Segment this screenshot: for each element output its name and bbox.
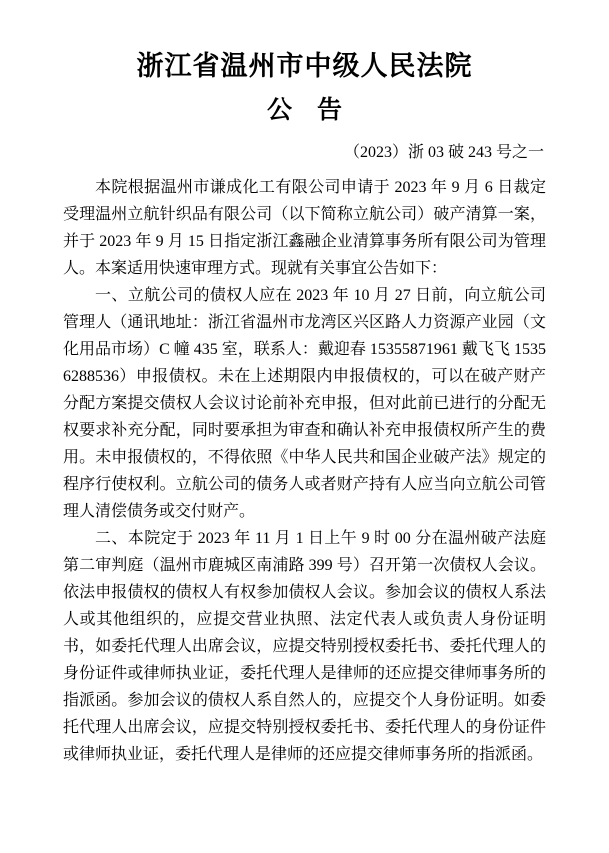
announcement-body [63,174,546,768]
body-paragraph-intro: 本院根据温州市谦成化工有限公司申请于 2023 年 9 月 6 日裁定受理温州立航针织品有限公司（以下简称立航公司）破产清算一案，并于 2023 年 9 月 15 日指定浙江鑫融企业清算事务所有限公司为管理人。本案适用快速审理方式。现就有关事宜公告如下： [63,179,546,278]
body-paragraph-claims-declaration: 一、立航公司的债权人应在 2023 年 10 月 27 日前，向立航公司管理人（通讯地址：浙江省温州市龙湾区兴区路人力资源产业园（文化用品市场）C 幢 435 室，联系人：戴迎春 15355871961 戴飞飞 15356288536）申报债权。未在上述期限内申报债权的，可以在破产财产分配方案提交债权人会议讨论前补充申报，但对此前已进行的分配无权要求补充分配，同时要承担为审查和确认补充申报债权所产生的费用。未申报债权的，不得依照《中华人民共和国企业破产法》规定的程序行使权利。立航公司的债务人或者财产持有人应当向立航公司管理人清偿债务或交付财产。 [63,287,546,521]
court-name-heading: 浙江省温州市中级人民法院 [136,51,473,81]
notice-title-heading: 公 告 [266,97,342,125]
case-number: （2023）浙 03 破 243 号之一 [343,144,544,162]
body-paragraph-creditors-meeting: 二、本院定于 2023 年 11 月 1 日上午 9 时 00 分在温州破产法庭第二审判庭（温州市鹿城区南浦路 399 号）召开第一次债权人会议。依法申报债权的债权人有权参加债权人会议。参加会议的债权人系法人或其他组织的，应提交营业执照、法定代表人或负责人身份证明书，如委托代理人出席会议，应提交特别授权委托书、委托代理人的身份证件或律师执业证，委托代理人是律师的还应提交律师事务所的指派函。参加会议的债权人系自然人的，应提交个人身份证明。如委托代理人出席会议，应提交特别授权委托书、委托代理人的身份证件或律师执业证，委托代理人是律师的还应提交律师事务所的指派函。 [63,530,546,764]
